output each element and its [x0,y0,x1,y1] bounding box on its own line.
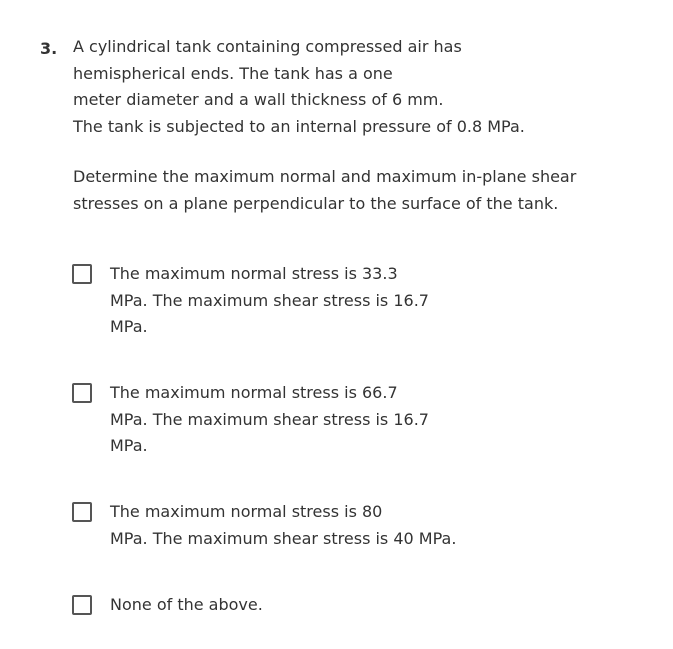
option-line: MPa. [110,436,148,455]
answer-option-1[interactable] [72,261,592,341]
stem-line: hemispherical ends. The tank has a one [73,63,393,83]
checkbox-option-1[interactable] [72,264,92,284]
question-prompt [73,164,633,217]
option-4-text [110,592,590,619]
option-1-text [110,261,590,341]
answer-option-4[interactable] [72,592,592,620]
stem-line: The tank is subjected to an internal pressure of 0.8 MPa. [73,116,525,136]
option-line: MPa. The maximum shear stress is 16.7 [110,290,429,310]
option-line: The maximum normal stress is 66.7 [110,383,398,402]
answer-option-2[interactable] [72,380,592,460]
option-2-text [110,380,590,460]
checkbox-option-4[interactable] [72,595,92,615]
checkbox-option-2[interactable] [72,383,92,403]
question-stem [73,34,633,140]
option-line: MPa. The maximum shear stress is 16.7 [110,409,429,429]
checkbox-option-3[interactable] [72,502,92,522]
option-3-text [110,499,590,552]
stem-line: A cylindrical tank containing compressed air has [73,37,462,56]
option-line: None of the above. [110,595,263,614]
option-line: MPa. [110,317,148,336]
prompt-line: stresses on a plane perpendicular to the surface of the tank. [73,193,559,213]
question-number: 3. [40,39,58,58]
prompt-line: Determine the maximum normal and maximum in-plane shear [73,167,577,186]
option-line: The maximum normal stress is 33.3 [110,264,398,283]
option-line: The maximum normal stress is 80 [110,502,383,521]
option-line: MPa. The maximum shear stress is 40 MPa. [110,528,457,548]
answer-option-3[interactable] [72,499,592,553]
stem-line: meter diameter and a wall thickness of 6 mm. [73,90,444,109]
